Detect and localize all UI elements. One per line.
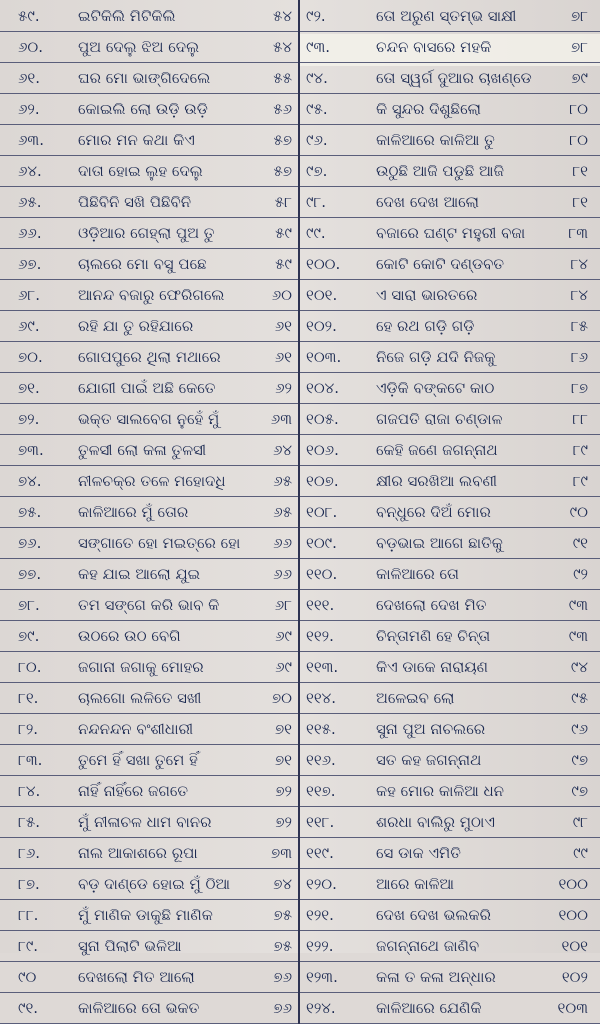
right-entry-title: କାଳିଆରେ ଯେଣିକି (372, 993, 552, 1024)
table-row (0, 94, 600, 125)
left-entry-number: ୭୭. (0, 559, 74, 590)
right-entry-title: ଅଳେଇବ ଲୋ (372, 683, 552, 714)
left-entry-title: ନାହିଁ ନାହିଁରେ ଜଗତେ (74, 776, 252, 807)
right-entry-number: ୧୦୦. (299, 249, 372, 280)
right-entry-page: ୯୪ (552, 652, 600, 683)
right-entry-number: ୧୧୯. (299, 838, 372, 869)
right-entry-title: ଚିନ୍ତାମଣି ହେ ଚିନ୍ତା (372, 621, 552, 652)
right-entry-number: ୧୦୫. (299, 404, 372, 435)
right-entry-title: ଦେଖ ଦେଖ ଭଲକରି (372, 900, 552, 931)
left-entry-page: ୭୦ (252, 683, 299, 714)
left-entry-page: ୬୫ (252, 466, 299, 497)
right-entry-page: ୮୩ (552, 218, 600, 249)
left-entry-page: ୫୫ (252, 63, 299, 94)
left-entry-number: ୭୯. (0, 621, 74, 652)
right-entry-number: ୧୦୩. (299, 342, 372, 373)
left-entry-number: ୮୯. (0, 931, 74, 962)
left-entry-number: ୭୫. (0, 497, 74, 528)
left-entry-page: ୭୧ (252, 714, 299, 745)
right-entry-title: ବଜାରେ ଘଣ୍ଟ ମହୁରୀ ବଜା (372, 218, 552, 249)
left-entry-number: ୭୧. (0, 373, 74, 404)
right-entry-title: କେହି ଜଣେ ଜଗନ୍ନାଥ (372, 435, 552, 466)
table-row (0, 590, 600, 621)
right-entry-number: ୯୯. (299, 218, 372, 249)
left-entry-page: ୬୬ (252, 528, 299, 559)
left-entry-number: ୮୨. (0, 714, 74, 745)
left-entry-number: ୭୪. (0, 466, 74, 497)
left-entry-title: ମୁଁ ମାଣିକ ଡାକୁଛି ମାଣିକ (74, 900, 252, 931)
left-entry-page: ୫୬ (252, 94, 299, 125)
left-entry-page: ୬୫ (252, 497, 299, 528)
left-entry-number: ୮୮. (0, 900, 74, 931)
left-entry-page: ୭୩ (252, 838, 299, 869)
right-entry-title: ଏ ସାରା ଭାରତରେ (372, 280, 552, 311)
table-row (0, 311, 600, 342)
left-entry-title: ତମ ସଙ୍ଗେ କରି ଭାବ କି (74, 590, 252, 621)
left-entry-title: ଚାଲରେ ମୋ ବସୁ ପଛେ (74, 249, 252, 280)
right-entry-page: ୮୦ (552, 125, 600, 156)
table-row (0, 466, 600, 497)
right-entry-number: ୧୧୪. (299, 683, 372, 714)
left-entry-page: ୭୪ (252, 869, 299, 900)
right-entry-title: ବଡ଼ଭାଇ ଆଗେ ଛାତିକୁ (372, 528, 552, 559)
left-entry-title: ମୁଁ ନୀଳାଚଳ ଧାମ ବାନର (74, 807, 252, 838)
right-entry-page: ୯୦ (552, 497, 600, 528)
table-row (0, 218, 600, 249)
right-entry-title: ଚନ୍ଦନ ବାସରେ ମହକି (372, 32, 552, 63)
right-entry-number: ୧୧୫. (299, 714, 372, 745)
left-entry-number: ୮୩. (0, 745, 74, 776)
left-entry-number: ୮୧. (0, 683, 74, 714)
left-entry-title: ପୁଅ ଦେଲୁ ଝିଅ ଦେଲୁ (74, 32, 252, 63)
left-entry-title: ତୁମେ ହିଁ ସଖା ତୁମେ ହିଁ (74, 745, 252, 776)
table-row (0, 807, 600, 838)
left-entry-number: ୬୭. (0, 249, 74, 280)
left-entry-number: ୬୫. (0, 187, 74, 218)
left-entry-page: ୬୨ (252, 373, 299, 404)
left-entry-number: ୮୭. (0, 869, 74, 900)
left-entry-title: କାଳିଆରେ ମୁଁ ତୋର (74, 497, 252, 528)
right-entry-number: ୧୨୧. (299, 900, 372, 931)
table-row (0, 838, 600, 869)
right-entry-page: ୮୭ (552, 373, 600, 404)
right-entry-page: ୧୦୦ (552, 900, 600, 931)
left-entry-title: କୋଇଲି ଲୋ ଉଡ଼ି ଉଡ଼ି (74, 94, 252, 125)
right-entry-title: ଗଜପତି ରାଜା ଚଣ୍ଡାଳ (372, 404, 552, 435)
right-entry-number: ୧୦୮. (299, 497, 372, 528)
left-entry-page: ୫୮ (252, 187, 299, 218)
left-entry-number: ୬୮. (0, 280, 74, 311)
left-entry-number: ୬୬. (0, 218, 74, 249)
table-row (0, 621, 600, 652)
left-entry-page: ୬୦ (252, 280, 299, 311)
right-entry-title: ସୁନା ପୁଅ ନାଚଲରେ (372, 714, 552, 745)
table-row (0, 249, 600, 280)
left-entry-number: ୬୪. (0, 156, 74, 187)
right-entry-page: ୧୦୨ (552, 962, 600, 993)
right-entry-title: ଦେଖଲୋ ଦେଖ ମିତ (372, 590, 552, 621)
left-entry-number: ୮୦. (0, 652, 74, 683)
right-entry-number: ୧୧୦. (299, 559, 372, 590)
right-entry-number: ୧୦୬. (299, 435, 372, 466)
right-entry-page: ୯୭ (552, 745, 600, 776)
right-entry-title: କିଏ ଡାକେ ନାରାୟଣ (372, 652, 552, 683)
left-entry-title: ଜଗାନା ଜଗାକୁ ମୋହର (74, 652, 252, 683)
table-row (0, 993, 600, 1024)
right-entry-number: ୧୧୮. (299, 807, 372, 838)
left-entry-page: ୫୪ (252, 32, 299, 63)
left-entry-page: ୬୮ (252, 590, 299, 621)
left-entry-title: ଓଡ଼ିଆର ଗେହ୍ଲା ପୁଅ ତୁ (74, 218, 252, 249)
right-entry-number: ୧୦୧. (299, 280, 372, 311)
left-entry-title: ଉଠରେ ଉଠ ବେଗି (74, 621, 252, 652)
right-entry-page: ୮୪ (552, 249, 600, 280)
table-row (0, 931, 600, 962)
right-entry-number: ୯୩. (299, 32, 372, 63)
right-entry-title: ଉଠୁଛି ଆଜି ପଡୁଛି ଆଜି (372, 156, 552, 187)
left-entry-number: ୬୦. (0, 32, 74, 63)
left-entry-page: ୬୯ (252, 652, 299, 683)
right-entry-number: ୧୧୨. (299, 621, 372, 652)
left-entry-page: ୫୭ (252, 125, 299, 156)
table-row (0, 373, 600, 404)
table-row (0, 280, 600, 311)
left-entry-number: ୮୪. (0, 776, 74, 807)
right-entry-number: ୯୫. (299, 94, 372, 125)
right-entry-number: ୯୪. (299, 63, 372, 94)
left-entry-title: ନୀଳଚକ୍ର ତଳେ ମହୋଦଧି (74, 466, 252, 497)
right-entry-title: ସତ କହ ଜଗନ୍ନାଥ (372, 745, 552, 776)
right-entry-page: ୯୩ (552, 590, 600, 621)
right-entry-title: କହ ମୋର କାଳିଆ ଧନ (372, 776, 552, 807)
left-entry-number: ୭୮. (0, 590, 74, 621)
left-entry-title: ଇଟିକିଲି ମିଟିକିଲି (74, 0, 252, 32)
right-entry-title: ଶରଧା ବାଲିରୁ ମୁଠାଏ (372, 807, 552, 838)
table-row (0, 0, 600, 32)
table-row (0, 404, 600, 435)
right-entry-number: ୧୦୪. (299, 373, 372, 404)
left-entry-page: ୭୬ (252, 962, 299, 993)
left-entry-number: ୭୬. (0, 528, 74, 559)
right-entry-title: ଏଡ଼ିକି ବଙ୍କଟେ କାଠ (372, 373, 552, 404)
table-row (0, 497, 600, 528)
left-entry-number: ୫୯. (0, 0, 74, 32)
right-entry-number: ୧୧୬. (299, 745, 372, 776)
left-entry-page: ୬୯ (252, 621, 299, 652)
right-entry-page: ୮୯ (552, 466, 600, 497)
right-entry-title: କାଳିଆରେ କାଳିଆ ତୁ (372, 125, 552, 156)
left-entry-page: ୬୧ (252, 342, 299, 373)
left-entry-title: ନାଲ ଆକାଶରେ ରୂପା (74, 838, 252, 869)
left-entry-title: ଭକ୍ତ ସାଲବେଗ ନୁହେଁ ମୁଁ (74, 404, 252, 435)
left-entry-page: ୬୧ (252, 311, 299, 342)
left-entry-number: ୬୨. (0, 94, 74, 125)
left-entry-page: ୭୬ (252, 993, 299, 1024)
right-entry-page: ୭୮ (552, 32, 600, 63)
left-entry-title: ଦାତା ହୋଇ ଲୁହ ଦେଲୁ (74, 156, 252, 187)
left-entry-page: ୬୬ (252, 559, 299, 590)
left-entry-page: ୭୨ (252, 807, 299, 838)
table-row (0, 869, 600, 900)
right-entry-title: ଦେଖ ଦେଖ ଆଲୋ (372, 187, 552, 218)
right-entry-title: ଆରେ କାଳିଆ (372, 869, 552, 900)
right-entry-number: ୧୦୯. (299, 528, 372, 559)
left-entry-number: ୮୫. (0, 807, 74, 838)
left-entry-title: ଚାଲଗୋ ଲଳିତେ ସଖୀ (74, 683, 252, 714)
right-entry-number: ୧୧୧. (299, 590, 372, 621)
left-entry-number: ୮୬. (0, 838, 74, 869)
right-entry-title: ଜଗନ୍ନାଥେ ଜାଣିବ (372, 931, 552, 962)
right-entry-number: ୧୦୨. (299, 311, 372, 342)
left-entry-number: ୬୩. (0, 125, 74, 156)
table-row (0, 32, 600, 63)
left-entry-title: କହ ଯାଇ ଆଲୋ ଯୁଇ (74, 559, 252, 590)
right-entry-number: ୧୨୩. (299, 962, 372, 993)
left-entry-title: ଦେଖଲୋ ମିତ ଆଲୋ (74, 962, 252, 993)
right-entry-number: ୧୨୨. (299, 931, 372, 962)
right-entry-title: କାଳିଆରେ ତୋ (372, 559, 552, 590)
right-entry-title: କି ସୁନ୍ଦର ଦିଶୁଛିଲୋ (372, 94, 552, 125)
left-entry-number: ୭୩. (0, 435, 74, 466)
left-entry-title: ତୁଳସୀ ଲୋ କଳା ତୁଳସୀ (74, 435, 252, 466)
left-entry-page: ୭୫ (252, 931, 299, 962)
right-entry-page: ୮୫ (552, 311, 600, 342)
table-row (0, 962, 600, 993)
right-entry-page: ୯୬ (552, 714, 600, 745)
right-entry-number: ୧୧୩. (299, 652, 372, 683)
right-entry-page: ୯୧ (552, 528, 600, 559)
right-entry-page: ୧୦୩ (552, 993, 600, 1024)
left-entry-title: ଆନନ୍ଦ ବଜାରୁ ଫେରିଗଲେ (74, 280, 252, 311)
table-row (0, 776, 600, 807)
table-row (0, 125, 600, 156)
table-row (0, 652, 600, 683)
left-entry-page: ୫୭ (252, 156, 299, 187)
left-entry-page: ୭୫ (252, 900, 299, 931)
right-entry-page: ୮୦ (552, 94, 600, 125)
left-entry-title: ଯୋଗୀ ପାଇଁ ଅଛି କେତେ (74, 373, 252, 404)
right-entry-title: କୋଟି କୋଟି ଦଣ୍ଡବତ (372, 249, 552, 280)
right-entry-number: ୯୨. (299, 0, 372, 32)
left-entry-title: ଘର ମୋ ଭାଙ୍ଗିଦେଲେ (74, 63, 252, 94)
right-entry-page: ୧୦୦ (552, 869, 600, 900)
right-entry-title: ନିଜେ ଗଡ଼ି ଯଦି ନିଜକୁ (372, 342, 552, 373)
table-row (0, 528, 600, 559)
left-entry-page: ୫୯ (252, 218, 299, 249)
right-entry-page: ୯୮ (552, 807, 600, 838)
left-entry-number: ୯୧. (0, 993, 74, 1024)
right-entry-page: ୮୮ (552, 404, 600, 435)
left-entry-title: ପିଛିବିନି ସଖି ପିଛିବିନି (74, 187, 252, 218)
table-row (0, 63, 600, 94)
right-entry-page: ୮୪ (552, 280, 600, 311)
right-entry-title: କଳା ତ କଳା ଅନ୍ଧାର (372, 962, 552, 993)
left-entry-page: ୬୩ (252, 404, 299, 435)
left-entry-title: ବଡ଼ ଦାଣ୍ଡେ ହୋଇ ମୁଁ ଠିଆ (74, 869, 252, 900)
left-entry-page: ୫୯ (252, 249, 299, 280)
right-entry-title: ହେ ରଥ ଗଡ଼ି ଗଡ଼ି (372, 311, 552, 342)
right-entry-page: ୮୧ (552, 187, 600, 218)
table-row (0, 187, 600, 218)
left-entry-page: ୫୪ (252, 0, 299, 32)
right-entry-number: ୯୮. (299, 187, 372, 218)
right-entry-page: ୮୧ (552, 156, 600, 187)
right-entry-page: ୭୮ (552, 0, 600, 32)
right-entry-number: ୧୧୭. (299, 776, 372, 807)
right-entry-page: ୮୯ (552, 435, 600, 466)
right-entry-page: ୮୬ (552, 342, 600, 373)
left-entry-title: ନନ୍ଦନନ୍ଦନ ବଂଶୀଧାରୀ (74, 714, 252, 745)
right-entry-title: ତୋ ସ୍ୱର୍ଗ ଦୁଆର ଚାଖଣ୍ଡେ (372, 63, 552, 94)
left-entry-title: ରହି ଯା ତୁ ରହିଯାରେ (74, 311, 252, 342)
right-entry-title: କ୍ଷୀର ସରଖିଆ ଲବଣୀ (372, 466, 552, 497)
right-entry-number: ୯୭. (299, 156, 372, 187)
table-row (0, 683, 600, 714)
left-entry-title: ସଙ୍ଗାତେ ହୋ ମଇତ୍ରେ ହୋ (74, 528, 252, 559)
right-entry-page: ୯୨ (552, 559, 600, 590)
table-row (0, 559, 600, 590)
right-entry-page: ୯୩ (552, 621, 600, 652)
left-entry-title: ଗୋପପୁରେ ଥିଲା ମଥାରେ (74, 342, 252, 373)
left-entry-title: ମୋର ମନ କଥା କିଏ (74, 125, 252, 156)
table-row (0, 714, 600, 745)
table-row (0, 156, 600, 187)
table-row (0, 435, 600, 466)
left-entry-number: ୭୦. (0, 342, 74, 373)
right-entry-title: ତୋ ଅରୁଣ ସ୍ତମ୍ଭ ସାକ୍ଷୀ (372, 0, 552, 32)
left-entry-page: ୬୪ (252, 435, 299, 466)
right-entry-number: ୧୨୪. (299, 993, 372, 1024)
right-entry-number: ୧୨୦. (299, 869, 372, 900)
left-entry-number: ୬୯. (0, 311, 74, 342)
table-row (0, 745, 600, 776)
table-row (0, 342, 600, 373)
right-entry-page: ୧୦୧ (552, 931, 600, 962)
right-entry-number: ୧୦୭. (299, 466, 372, 497)
left-entry-page: ୭୧ (252, 745, 299, 776)
left-entry-title: କାଳିଆରେ ତୋ ଭକତ (74, 993, 252, 1024)
right-entry-page: ୯୫ (552, 683, 600, 714)
right-entry-page: ୯୭ (552, 776, 600, 807)
right-entry-page: ୭୯ (552, 63, 600, 94)
right-entry-title: ସେ ଡାକ ଏମିତି (372, 838, 552, 869)
right-entry-page: ୯୯ (552, 838, 600, 869)
left-entry-title: ସୁନା ପିଲାଟି ଭଳିଆ (74, 931, 252, 962)
left-entry-number: ୬୧. (0, 63, 74, 94)
right-entry-number: ୯୬. (299, 125, 372, 156)
table-row (0, 900, 600, 931)
right-entry-title: ବନ୍ଧୁରେ ଦିଅଁ ମୋର (372, 497, 552, 528)
left-entry-number: ୯୦ (0, 962, 74, 993)
left-entry-number: ୭୨. (0, 404, 74, 435)
left-entry-page: ୭୨ (252, 776, 299, 807)
